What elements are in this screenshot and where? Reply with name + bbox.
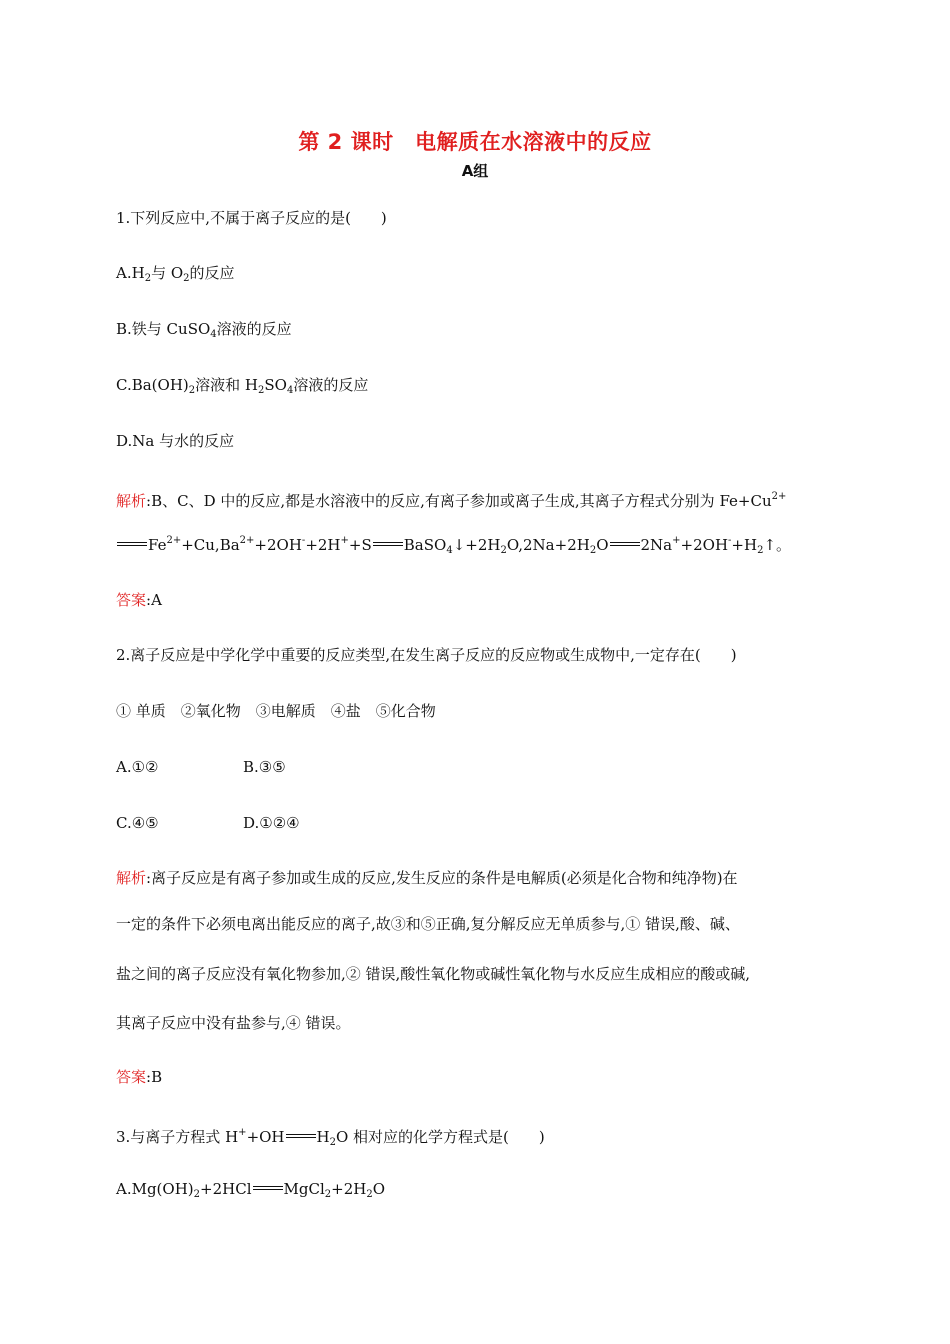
q2-answer: 答案:B — [116, 1068, 163, 1086]
q2-option-d: D.①②④ — [243, 814, 300, 832]
q3-option-a: $A.Mg(OH)_2+2HCl$ $MgCl_2+2H_2O$ — [116, 1180, 386, 1200]
q1-stem: 1.下列反应中,不属于离子反应的是( ) — [116, 209, 387, 227]
q1-option-c: $C.Ba(OH)_2$溶液和 $H_2SO_4$溶液的反应 — [116, 376, 369, 396]
analysis-label: 解析 — [116, 492, 147, 510]
q2-option-c: C.④⑤ — [116, 814, 159, 832]
page-title: 第 2 课时 电解质在水溶液中的反应 — [298, 130, 652, 154]
q1-analysis-line-2: $Fe^{2+}+Cu,Ba^{2+}+2OH^-+2H^++S$ $BaSO_4↓+2H_2O,2Na+2H_2O$ $2Na^++2OH^-+H_2↑$。 — [116, 530, 791, 562]
q1-answer: 答案:A — [116, 591, 162, 609]
q2-analysis-line-3: 盐之间的离子反应没有氧化物参加,② 错误,酸性氧化物或碱性氧化物与水反应生成相应的酸或碱, — [116, 965, 751, 983]
equals-sign — [373, 542, 403, 546]
analysis-label: 解析 — [116, 869, 147, 887]
q2-analysis-line-1: 解析:离子反应是有离子参加或生成的反应,发生反应的条件是电解质(必须是化合物和纯净物)在 — [116, 869, 738, 887]
answer-label: 答案 — [116, 1068, 147, 1086]
q2-option-a: A.①② — [116, 758, 159, 776]
equals-sign — [253, 1186, 283, 1190]
q1-option-d: D.Na 与水的反应 — [116, 432, 235, 450]
equals-sign — [286, 1134, 316, 1138]
q1-option-a: $A.H_2$与 $O_2$的反应 — [116, 264, 235, 284]
q1-analysis-line-1: 解析:B、C、D 中的反应,都是水溶液中的反应,有离子参加或离子生成,其离子方程式分别为 $Fe+Cu^{2+}$ — [116, 491, 787, 510]
q2-analysis-line-4: 其离子反应中没有盐参与,④ 错误。 — [116, 1014, 351, 1032]
q3-stem: 3.与离子方程式 H++OH $H_2O$ 相对应的化学方程式是( ) — [116, 1127, 545, 1148]
q1-option-b: B.铁与 CuSO$_4$溶液的反应 — [116, 320, 292, 340]
q2-items: ① 单质 ②氧化物 ③电解质 ④盐 ⑤化合物 — [116, 702, 436, 720]
q2-stem: 2.离子反应是中学化学中重要的反应类型,在发生离子反应的反应物或生成物中,一定存在( ) — [116, 646, 737, 664]
q2-option-b: B.③⑤ — [243, 758, 286, 776]
equals-sign — [610, 542, 640, 546]
group-label: A组 — [461, 162, 489, 180]
q2-analysis-line-2: 一定的条件下必须电离出能反应的离子,故③和⑤正确,复分解反应无单质参与,① 错误,酸、碱、 — [116, 915, 740, 933]
equals-sign — [117, 542, 147, 546]
answer-label: 答案 — [116, 591, 147, 609]
